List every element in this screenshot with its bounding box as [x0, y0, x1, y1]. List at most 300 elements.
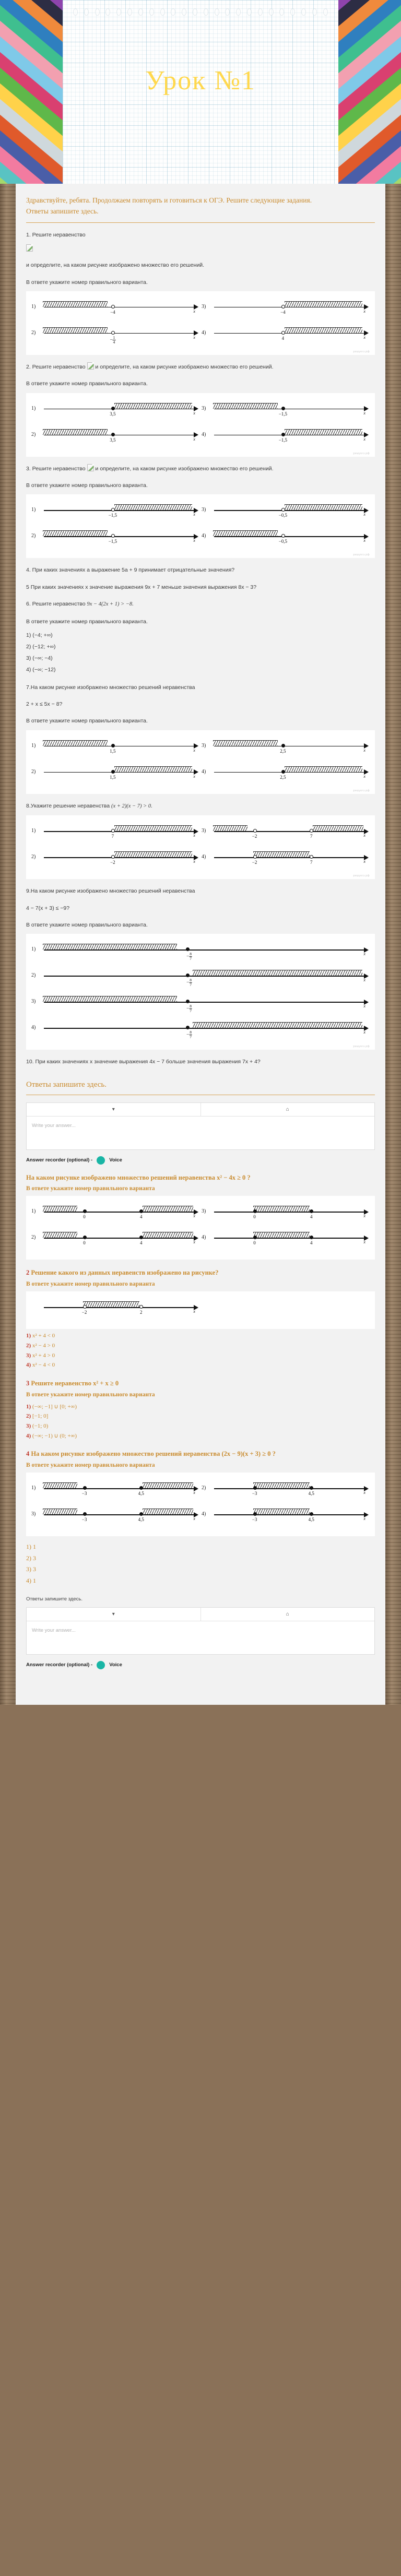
figure-row — [30, 939, 371, 965]
tick-label: 0 — [253, 1214, 256, 1220]
question-8-figure — [26, 815, 375, 879]
answer-key-item: 1) 1 — [26, 1543, 36, 1551]
tick-label: 4 — [310, 1214, 313, 1220]
axis-x-label: x — [363, 334, 365, 340]
number-line-axis — [44, 510, 194, 511]
number-line-axis — [214, 510, 364, 511]
option-label — [31, 1300, 42, 1304]
option-label: 2) — [31, 768, 36, 775]
right-wood-border — [385, 0, 401, 1705]
number-line-axis — [214, 536, 364, 537]
choice-item[interactable] — [26, 1341, 375, 1351]
block2-q12-title-text: Решение какого из данных неравенств изображено на рисунке? — [31, 1269, 219, 1277]
record-button-1[interactable] — [97, 1156, 105, 1165]
voice-label-1: Voice — [109, 1157, 122, 1164]
tick-label: 7 — [310, 834, 313, 839]
option-2[interactable] — [30, 965, 371, 991]
choice-number: 3) — [26, 1423, 31, 1430]
number-line-axis — [44, 857, 194, 858]
endpoint-dot — [310, 855, 313, 859]
option-2[interactable] — [30, 847, 200, 873]
solution-hatch — [143, 1509, 193, 1514]
watermark: решуогэ.рф — [353, 789, 370, 792]
solution-hatch — [193, 970, 362, 976]
option-4[interactable] — [200, 847, 371, 873]
option-1[interactable] — [30, 1478, 200, 1504]
question-6-choice-2[interactable]: 2) (−12; +∞) — [26, 643, 56, 650]
figure-row — [30, 965, 371, 991]
option-3[interactable] — [200, 398, 371, 424]
tick-label: −3 — [81, 1517, 87, 1523]
question-6-choice-3[interactable]: 3) (−∞; −4) — [26, 655, 53, 661]
answers-heading-1: Ответы запишите здесь. — [26, 1080, 107, 1089]
punch-hole — [138, 8, 143, 16]
figure-row — [30, 1201, 371, 1227]
endpoint-dot — [111, 433, 115, 436]
solution-hatch — [43, 327, 108, 333]
number-line — [42, 1300, 199, 1315]
solution-hatch — [143, 1482, 193, 1488]
axis-x-label: x — [193, 747, 195, 753]
option-[interactable] — [30, 1297, 200, 1323]
number-line-axis — [214, 1488, 364, 1489]
choice-text: (−1; 0) — [32, 1423, 49, 1430]
endpoint-dot — [111, 855, 115, 859]
option-4[interactable] — [200, 762, 371, 788]
endpoint-dot — [310, 1209, 313, 1213]
endpoint-dot — [186, 947, 190, 951]
tick-label: −3 — [252, 1517, 257, 1523]
axis-x-label: x — [363, 1239, 365, 1245]
tick-label: − 8 7 — [186, 978, 192, 988]
solution-hatch — [43, 740, 108, 746]
question-2-text-after: и определите, на каком рисунке изображено множество его решений. — [95, 363, 274, 370]
tick-label: − 8 7 — [186, 1030, 192, 1040]
option-label: 4) — [202, 768, 206, 775]
figure-row — [30, 991, 371, 1017]
punch-hole — [204, 8, 208, 16]
tick-label: 3,5 — [110, 437, 116, 443]
figure-row — [30, 398, 371, 424]
punch-hole — [116, 8, 121, 16]
option-3[interactable] — [200, 500, 371, 526]
solution-hatch — [114, 504, 192, 510]
tick-label: 2 — [140, 1310, 143, 1315]
endpoint-dot — [281, 407, 285, 410]
block2-q11-figure — [26, 1196, 375, 1260]
option-label: 4) — [202, 1234, 206, 1241]
option-2[interactable] — [30, 1227, 200, 1253]
tick-label: −1,5 — [278, 411, 288, 417]
question-6-choice-1[interactable]: 1) (−4; +∞) — [26, 632, 53, 638]
option-4[interactable] — [200, 1227, 371, 1253]
tick-label: − 8 7 — [186, 1004, 192, 1014]
page-header — [0, 0, 401, 184]
block2-q12-sub: В ответе укажите номер правильного варианта — [26, 1281, 155, 1288]
tick-label: −2 — [252, 860, 257, 865]
tick-label: 4,5 — [138, 1517, 144, 1523]
intro-divider — [26, 222, 375, 223]
question-6-text-before: 6. Решите неравенство — [26, 601, 86, 608]
punch-hole — [290, 8, 295, 16]
tick-label: − 8 7 — [186, 952, 192, 961]
block2-q12-title — [26, 1268, 375, 1278]
option-4[interactable] — [200, 323, 371, 349]
answers-heading-2: Ответы запишите здесь. — [26, 1596, 82, 1602]
number-line — [212, 1204, 370, 1220]
number-line-axis — [44, 1307, 194, 1308]
endpoint-dot — [310, 829, 313, 833]
option-4[interactable] — [30, 1017, 371, 1043]
option-label: 1) — [31, 828, 36, 834]
endpoint-dot — [83, 1512, 87, 1516]
tick-label: 4 — [140, 1214, 143, 1220]
solution-hatch — [253, 1206, 310, 1212]
option-1[interactable] — [30, 735, 200, 762]
punch-hole — [193, 8, 197, 16]
option-2[interactable] — [200, 1478, 371, 1504]
endpoint-dot — [111, 744, 115, 747]
axis-x-label: x — [363, 308, 365, 314]
endpoint-dot — [281, 744, 285, 747]
endpoint-dot — [186, 974, 190, 977]
option-1[interactable] — [30, 821, 200, 847]
option-1[interactable] — [30, 296, 200, 323]
number-line — [212, 765, 370, 780]
option-label: 1) — [31, 946, 36, 953]
option-1[interactable] — [30, 398, 200, 424]
axis-x-label: x — [363, 1490, 365, 1495]
solution-hatch — [43, 1232, 77, 1238]
choice-item[interactable] — [26, 1411, 375, 1421]
block2-q12-choices — [26, 1331, 375, 1370]
tick-label: 1,5 — [110, 774, 116, 780]
axis-x-label: x — [193, 410, 195, 416]
question-5-text: 5 При каких значениях x значение выражения 9x + 7 меньше значения выражения 8x − 3? — [26, 584, 257, 590]
axis-x-label: x — [363, 512, 365, 517]
block2-answer-key — [26, 1541, 375, 1586]
question-2-text-before: 2. Решите неравенство — [26, 363, 86, 370]
question-7-text: 7.На каком рисунке изображено множество решений неравенства — [26, 684, 195, 691]
tick-label: 7 — [310, 860, 313, 865]
number-line — [42, 401, 199, 417]
block2-q12-figure — [26, 1291, 375, 1329]
option-label: 3) — [31, 1511, 36, 1517]
number-line — [212, 503, 370, 518]
option-2[interactable] — [30, 526, 200, 552]
number-line-axis — [44, 536, 194, 537]
block2-q14-title — [26, 1449, 375, 1459]
number-line — [42, 428, 199, 443]
axis-x-label: x — [363, 436, 365, 442]
solution-hatch — [285, 429, 362, 435]
question-9-math: 4 − 7(x + 3) ≤ −9? — [26, 905, 70, 911]
option-label: 3) — [31, 999, 36, 1005]
axis-x-label: x — [193, 859, 195, 864]
option-label: 3) — [202, 742, 206, 749]
option-2[interactable] — [30, 323, 200, 349]
tick-label: −0,5 — [278, 513, 288, 518]
tick-label: −2 — [252, 834, 257, 839]
option-label: 1) — [31, 507, 36, 513]
option-3[interactable] — [30, 991, 371, 1017]
block2-q14-number: 4 — [26, 1450, 30, 1458]
recorder-label-2: Answer recorder (optional) - — [26, 1662, 93, 1668]
choice-number: 3) — [26, 1352, 31, 1359]
solution-hatch — [43, 944, 177, 949]
choice-text: (−∞; −1) ∪ (0; +∞) — [32, 1432, 77, 1439]
endpoint-dot — [111, 829, 115, 833]
option-label: 4) — [202, 431, 206, 437]
solution-hatch — [43, 996, 177, 1002]
solution-hatch — [313, 825, 363, 831]
choice-text: [−1; 0] — [32, 1413, 49, 1420]
block2-q11-sub: В ответе укажите номер правильного варианта — [26, 1185, 155, 1192]
question-3-text — [26, 464, 375, 473]
number-line — [212, 326, 370, 341]
question-6-math: 9x − 4(2x + 1) > −8. — [87, 601, 134, 608]
block2-q11-math: x² − 4x ≥ 0 ? — [217, 1173, 251, 1181]
solution-hatch — [43, 301, 108, 307]
solution-hatch — [213, 825, 247, 831]
figure-row — [30, 1478, 371, 1504]
option-3[interactable] — [200, 296, 371, 323]
tick-label: 4 — [310, 1240, 313, 1246]
choice-item[interactable] — [26, 1331, 375, 1341]
tick-label: −3 — [252, 1491, 257, 1497]
solution-hatch — [193, 1022, 362, 1028]
solution-hatch — [285, 327, 362, 333]
record-button-2[interactable] — [97, 1661, 105, 1669]
solution-hatch — [43, 429, 108, 435]
tick-label: 0 — [83, 1240, 86, 1246]
question-6-hint: В ответе укажите номер правильного варианта. — [26, 618, 148, 625]
broken-image-icon — [87, 464, 94, 471]
figure-row — [30, 296, 371, 323]
question-10-text: 10. При каких значениях x значение выражения 4x − 7 больше значения выражения 7x + 4? — [26, 1059, 261, 1065]
figure-row — [30, 1227, 371, 1253]
answer-recorder-2 — [26, 1661, 375, 1669]
figure-row — [30, 526, 371, 552]
option-label: 3) — [202, 303, 206, 310]
punch-holes-row — [73, 7, 328, 17]
option-label: 3) — [202, 405, 206, 411]
number-line — [42, 326, 199, 345]
tick-label: 2,5 — [280, 774, 286, 780]
question-1-figure — [26, 291, 375, 355]
option-2[interactable] — [30, 424, 200, 450]
option-1[interactable] — [30, 939, 371, 965]
tick-label: −0,5 — [278, 539, 288, 544]
axis-x-label: x — [193, 833, 195, 838]
answer-tab-right-1[interactable]: ⌂ — [286, 1106, 289, 1112]
axis-x-label: x — [363, 747, 365, 753]
tick-label: 1,5 — [110, 748, 116, 754]
answer-input-1[interactable]: Write your answer... — [32, 1122, 76, 1129]
axis-x-label: x — [193, 1213, 195, 1219]
punch-hole — [323, 8, 328, 16]
option-label: 1) — [31, 1208, 36, 1215]
option-3[interactable] — [200, 735, 371, 762]
answer-tab-left-1[interactable]: ▾ — [27, 1103, 201, 1116]
endpoint-dot — [253, 1486, 257, 1490]
number-line-axis — [44, 831, 194, 832]
solution-hatch — [213, 740, 278, 746]
choice-item[interactable] — [26, 1351, 375, 1361]
option-label: 1) — [31, 303, 36, 310]
option-3[interactable] — [200, 821, 371, 847]
option-4[interactable] — [200, 424, 371, 450]
bottom-spacer — [26, 1669, 375, 1684]
watermark: решуогэ.рф — [353, 452, 370, 455]
number-line — [212, 739, 370, 754]
choice-item[interactable] — [26, 1402, 375, 1412]
option-4[interactable] — [200, 526, 371, 552]
question-3-figure — [26, 494, 375, 558]
answer-input-2[interactable]: Write your answer... — [32, 1627, 76, 1633]
number-line-axis — [214, 831, 364, 832]
answer-recorder-1 — [26, 1156, 375, 1165]
endpoint-dot — [281, 534, 285, 538]
recorder-label-1: Answer recorder (optional) - — [26, 1157, 93, 1164]
figure-row — [30, 1017, 371, 1043]
solution-hatch — [114, 403, 192, 409]
option-4[interactable] — [200, 1504, 371, 1530]
axis-x-label: x — [193, 512, 195, 517]
axis-x-label: x — [193, 436, 195, 442]
punch-hole — [127, 8, 132, 16]
punch-hole — [269, 8, 274, 16]
endpoint-dot — [139, 1236, 143, 1239]
figure-row — [30, 1504, 371, 1530]
option-2[interactable] — [30, 762, 200, 788]
endpoint-dot — [83, 1305, 87, 1309]
choice-item[interactable] — [26, 1431, 375, 1441]
endpoint-dot — [281, 433, 285, 436]
answer-card-tabs-1 — [27, 1103, 374, 1117]
punch-hole — [312, 8, 317, 16]
question-1-text: 1. Решите неравенство — [26, 231, 86, 238]
question-8-text — [26, 801, 375, 811]
tick-label: 4 — [281, 335, 285, 341]
number-line — [212, 529, 370, 544]
question-9-figure — [26, 934, 375, 1050]
question-7-figure — [26, 730, 375, 794]
number-line — [212, 824, 370, 839]
tick-label: − 1 4 — [110, 335, 115, 345]
option-label: 3) — [202, 1208, 206, 1215]
solution-hatch — [43, 1206, 77, 1212]
answer-tab-left-2[interactable]: ▾ — [27, 1608, 201, 1621]
endpoint-dot — [83, 1236, 87, 1239]
block2-q13-math: x² + x ≥ 0 — [93, 1379, 119, 1387]
number-line — [42, 968, 370, 988]
endpoint-dot — [310, 1512, 313, 1516]
endpoint-dot — [111, 508, 115, 512]
question-3-text-after: и определите, на каком рисунке изображено множество его решений. — [95, 465, 274, 472]
answer-tab-right-2[interactable]: ⌂ — [286, 1611, 289, 1617]
answer-key-item: 2) 3 — [26, 1554, 36, 1562]
tick-label: −1,5 — [108, 539, 117, 544]
option-3[interactable] — [200, 1201, 371, 1227]
endpoint-dot — [253, 1236, 257, 1239]
axis-x-label: x — [193, 538, 195, 543]
endpoint-dot — [111, 534, 115, 538]
block2-q12-number: 2 — [26, 1269, 30, 1277]
number-line — [42, 529, 199, 544]
axis-x-label: x — [363, 1029, 365, 1035]
punch-hole — [225, 8, 230, 16]
tick-label: −1,5 — [278, 437, 288, 443]
option-3[interactable] — [30, 1504, 200, 1530]
axis-x-label: x — [363, 773, 365, 779]
punch-hole — [215, 8, 219, 16]
option-label: 2) — [31, 431, 36, 437]
question-3-text-before: 3. Решите неравенство — [26, 465, 86, 472]
axis-x-label: x — [363, 538, 365, 543]
option-label: 4) — [202, 1511, 206, 1517]
number-line — [212, 850, 370, 865]
question-7-math: 2 + x ≤ 5x − 8? — [26, 701, 63, 708]
solution-hatch — [253, 1232, 310, 1238]
number-line-axis — [44, 1514, 194, 1515]
solution-hatch — [253, 1482, 310, 1488]
axis-x-label: x — [193, 1309, 195, 1314]
intro-paragraph — [26, 184, 375, 217]
punch-hole — [279, 8, 284, 16]
number-line-axis — [214, 857, 364, 858]
tick-label: 7 — [111, 834, 114, 839]
endpoint-dot — [139, 1209, 143, 1213]
endpoint-dot — [111, 770, 115, 774]
punch-hole — [247, 8, 252, 16]
punch-hole — [84, 8, 89, 16]
number-line — [42, 1481, 199, 1497]
axis-x-label: x — [363, 833, 365, 838]
option-1[interactable] — [30, 500, 200, 526]
solution-hatch — [253, 1509, 310, 1514]
watermark: решуогэ.рф — [353, 350, 370, 353]
option-1[interactable] — [30, 1201, 200, 1227]
punch-hole — [236, 8, 241, 16]
choice-item[interactable] — [26, 1421, 375, 1431]
block2-q14-math: (2x − 9)(x + 3) ≥ 0 ? — [221, 1450, 276, 1458]
solution-hatch — [285, 504, 362, 510]
figure-row — [30, 424, 371, 450]
option-label: 2) — [31, 972, 36, 979]
endpoint-dot — [253, 1512, 257, 1516]
document-body — [7, 184, 394, 1705]
punch-hole — [171, 8, 175, 16]
tick-label: 2,5 — [280, 748, 286, 754]
option-label: 3) — [202, 507, 206, 513]
answer-card-2 — [26, 1607, 375, 1655]
endpoint-dot — [111, 305, 115, 308]
figure-row — [30, 762, 371, 788]
option-label: 1) — [31, 1485, 36, 1491]
question-6-choice-4[interactable]: 4) (−∞; −12) — [26, 666, 56, 673]
axis-x-label: x — [193, 1490, 195, 1495]
tick-label: 4,5 — [308, 1517, 314, 1523]
choice-item[interactable] — [26, 1360, 375, 1370]
number-line — [42, 300, 199, 315]
endpoint-dot — [281, 508, 285, 512]
endpoint-dot — [281, 305, 285, 308]
tick-label: 0 — [83, 1214, 86, 1220]
endpoint-dot — [83, 1486, 87, 1490]
block2-q13-title — [26, 1379, 375, 1388]
answer-card-tabs-2 — [27, 1608, 374, 1621]
